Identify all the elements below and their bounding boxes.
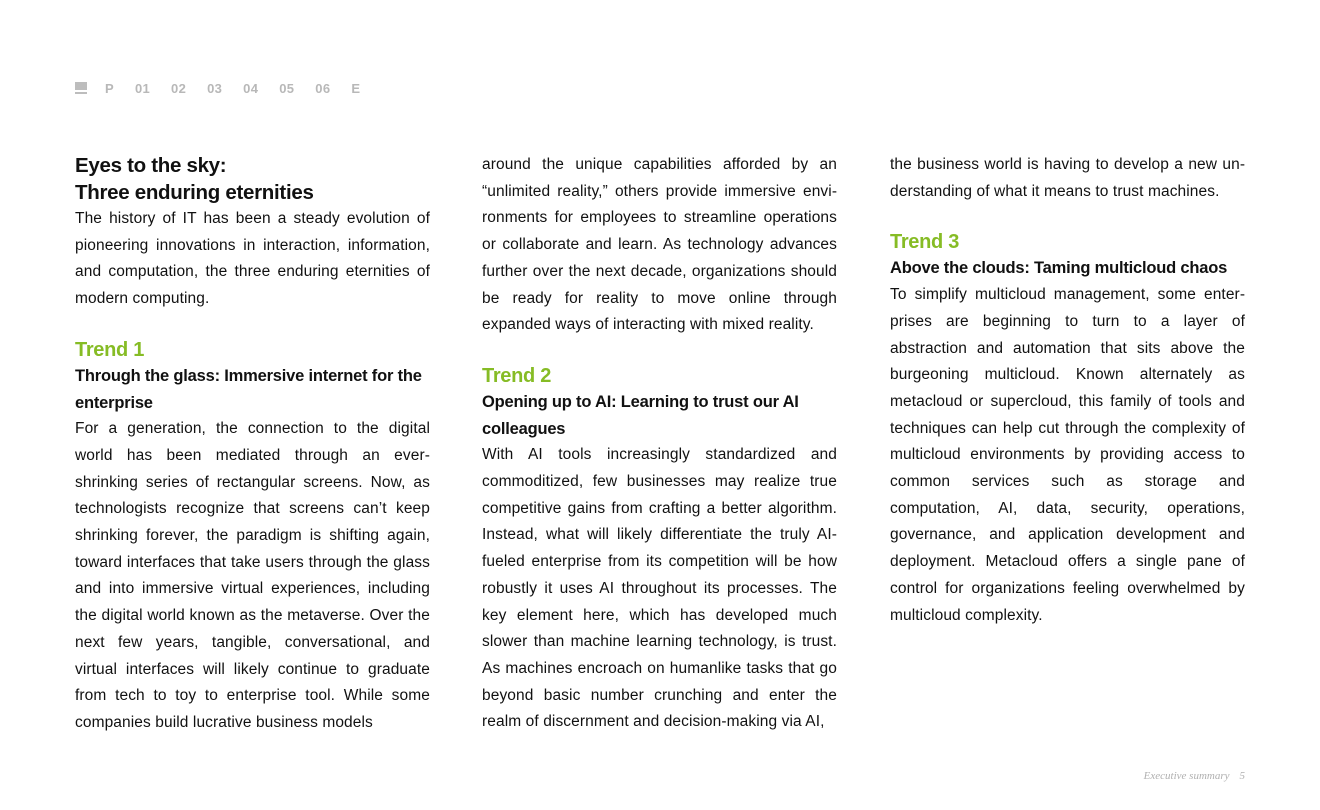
column-3 xyxy=(890,152,1245,629)
trend-1-paragraph-continued: around the unique capabilities afforded by an “unlimited reality,” others provide immersive environments for employees to streamline operations or collaborate and learn. As technology advances further over the next decade, organizations should be ready for reality to move online through expanded ways of interacting with mixed reality. xyxy=(482,156,837,334)
page-number: 5 xyxy=(1239,770,1245,782)
nav-item-preface[interactable]: P xyxy=(105,80,114,96)
trend-1-paragraph: For a generation, the connection to the digital world has been mediated through an ever-shrinking series of rectangular screens. Now, as technologists recognize that screens can’t keep shrinking forever, the paradigm is shifting again, toward interfaces that take users through the glass and into immersive virtual experiences, including the digital world known as the metaverse. Over the next few years, tangible, conversational, and virtual interfaces will likely continue to graduate from tech to toy to enterprise tool. While some companies build lucrative business models xyxy=(75,420,430,731)
section-nav xyxy=(75,80,381,96)
trend-2-paragraph: With AI tools increasingly standardized and commoditized, few businesses may realize true competitive gains from crafting a better algorithm. Instead, what will likely differentiate the truly AI-fueled enterprise from its competition will be how robustly it uses AI throughout its processes. The key element here, which has developed much slower than machine learning technology, is trust. As machines encroach on humanlike tasks that go beyond basic number crunching and enter the realm of discernment and decision-making via AI, xyxy=(482,446,837,731)
menu-icon[interactable] xyxy=(75,82,87,94)
trend-3-label: Trend 3 xyxy=(890,231,960,254)
page-footer xyxy=(1144,770,1245,782)
nav-item-03[interactable]: 03 xyxy=(207,80,223,96)
trend-3-heading: Above the clouds: Taming multicloud chaos xyxy=(890,259,1228,278)
trend-2-paragraph-continued: the business world is having to develop a new understanding of what it means to trust machines. xyxy=(890,156,1245,200)
nav-item-05[interactable]: 05 xyxy=(279,80,295,96)
page-title-line1: Eyes to the sky: xyxy=(75,154,227,177)
page-title xyxy=(75,152,430,206)
nav-item-epilogue[interactable]: E xyxy=(351,80,361,96)
page-title-line2: Three enduring eternities xyxy=(75,181,314,204)
trend-1-heading: Through the glass: Immersive internet for the enterprise xyxy=(75,366,422,412)
nav-item-04[interactable]: 04 xyxy=(243,80,259,96)
nav-item-06[interactable]: 06 xyxy=(315,80,331,96)
intro-paragraph: The history of IT has been a steady evolution of pioneering innovations in interaction, information, and computation, the three enduring eternities of modern computing. xyxy=(75,210,430,308)
trend-3-paragraph: To simplify multicloud management, some enterprises are beginning to turn to a layer of abstraction and automation that sits above the burgeoning multicloud. Known alternately as metacloud or supercloud, this family of tools and techniques can help cut through the complexity of multicloud environments by providing access to common services such as storage and computation, AI, data, security, operations, governance, and application development and deployment. Metacloud offers a single pane of control for organizations feeling overwhelmed by multicloud complexity. xyxy=(890,286,1245,624)
column-2 xyxy=(482,152,837,736)
trend-1-label: Trend 1 xyxy=(75,338,145,361)
column-1 xyxy=(75,152,430,737)
trend-2-heading: Opening up to AI: Learning to trust our AI colleagues xyxy=(482,392,799,438)
nav-item-02[interactable]: 02 xyxy=(171,80,187,96)
nav-item-01[interactable]: 01 xyxy=(134,80,151,96)
footer-section-name: Executive summary xyxy=(1143,770,1230,782)
trend-2-label: Trend 2 xyxy=(482,364,552,387)
